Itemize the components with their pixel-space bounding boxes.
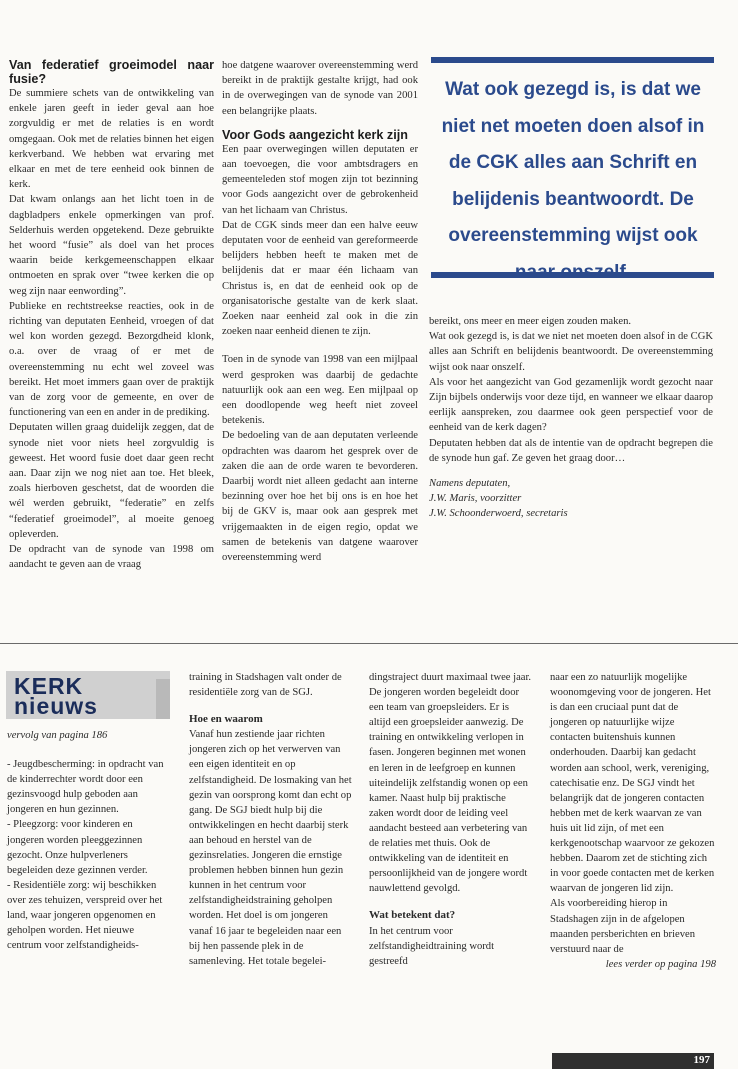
section-divider [0,643,738,644]
paragraph: naar een zo natuurlijk mogelijke woonomgeving voor de jongeren. Het is dan een cruciaal punt dat de jongeren op natuurlijke wijze contacten buitenshuis kunnen onderhouden. Daarbij kan gedacht worden aan school, werk, vereniging, catechisatie enz. De SGJ vindt het belangrijk dat de jongeren contacten hebben met de kerk waarvan ze van huis uit lid zijn, of met een kerkgenootschap waarvoor ze gekozen hebben. Daarom zet de stichting zich in voor goede contacten met de kerken waarvan de jongeren lid zijn. [550,672,715,895]
paragraph: Dat kwam onlangs aan het licht toen in de dagbladpers enkele opmerkingen van prof. Selderhuis werden opgetekend. Deze gebruikte het woord “fusie” als doel van het proces waarin beide kerkgemeenschappen elkaar ontmoeten en sprak over “twee kerken die op weg zijn naar eenwording”. [9,194,214,297]
section-heading: Van federatief groeimodel naar fusie? [9,58,214,86]
logo-shadow [156,679,170,719]
paragraph: Dat de CGK sinds meer dan een halve eeuw deputaten voor de eenheid van gereformeerde belijders hebben heeft te maken met de belijdenis dat er maar één lichaam van Christus is, en dat de eenheid ook op de organisatorische gestalte van de kerk slaat. Zoeken naar eenheid zal ook in die zin zoeken naar eenheid dienen te zijn. [222,219,418,338]
paragraph: dingstraject duurt maximaal twee jaar. De jongeren worden begeleidt door een team van groepsleiders. Er is altijd een groepsleider aanwezig. De training en ontwikkeling verlopen in fasen. Jongeren beginnen met wonen en leren in de leefgroep en kunnen uiteindelijk zelfstandig wonen op een kamer. Naast hulp bij praktische zaken wordt door de leiding veel aandacht besteed aan verbetering van de relaties met thuis. Ook de ontwikkeling van de identiteit en persoonlijkheid van de jongere wordt nauwlettend gevolgd. [369,672,532,895]
quote-rule-bottom [431,272,714,278]
paragraph: Toen in de synode van 1998 van een mijlpaal werd gesproken was daarbij de gedachte natuurlijk ook aan een weg. Een mijlpaal op een doodlopende weg heeft niet zoveel betekenis. [222,354,418,427]
continued-from: vervolg van pagina 186 [7,730,108,741]
paragraph: In het centrum voor zelfstandigheidtraining wordt gestreefd [369,925,495,967]
paragraph: De bedoeling van de aan deputaten verleende opdrachten was daarom het gesprek over de zaken die aan de orde waren te bevorderen. Daarbij wordt niet alleen gedacht aan interne bezinning over hoe het bij ons is en hoe het bij de GKV is, maar ook aan gesprek met vrijgemaakten in de eigen regio, opdat we samen de betekenis van datgene waarover overeenstemming werd [222,430,418,564]
quote-rule-top [431,57,714,63]
subheading: Hoe en waarom [189,713,263,726]
article-column-2 [222,58,418,565]
paragraph: bereikt, ons meer en meer eigen zouden maken. [429,316,632,327]
paragraph: - Residentiële zorg: wij beschikken over zes tehuizen, verspreid over het land, waar jongeren opgenomen en geholpen worden. Het nieuwe centrum voor zelfstandigheids- [7,879,163,952]
article-column-1 [9,58,214,573]
paragraph: - Pleegzorg: voor kinderen en jongeren worden pleeggezinnen gezocht. Onze hulpverleners begeleiden deze gezinnen verder. [7,819,148,876]
section-heading: Voor Gods aangezicht kerk zijn [222,127,408,142]
signature-line: Namens deputaten, [429,478,511,490]
signature-line: J.W. Maris, voorzitter [429,493,522,505]
paragraph: training in Stadshagen valt onder de residentiële zorg van de SGJ. [189,672,342,699]
page-number: 197 [693,1054,710,1066]
paragraph: Als voor het aangezicht van God gezamenlijk wordt gezocht naar Zijn bijbels onderwijs voor deze tijd, en wanneer we elkaar daarop eerlijk aanspreken, zou daarmee ook geen perspectief voor de eenheid van de kerk dagen? [429,376,713,434]
kerknieuws-logo [6,671,170,719]
paragraph: - Jeugdbescherming: in opdracht van de kinderrechter wordt door een gezinsvoogd hulp geboden aan jongeren en hun gezinnen. [7,759,164,816]
paragraph: Deputaten hebben dat als de intentie van de opdracht begrepen die de synode hun gaf. Ze geven het graag door… [429,437,713,464]
paragraph: Deputaten willen graag duidelijk zeggen, dat de synode niet voor niets heel zorgvuldig is geweest. Het woord fusie doet daar geen recht aan. Daar zijn we nog niet aan toe. Het bleek, zoals hierboven geschetst, dat de woorden die wél werden gebruikt, “federatie” en zelfs “federatief groeimodel”, al moeite genoeg opleverden. [9,422,214,540]
paragraph: Publieke en rechtstreekse reacties, ook in de richting van deputaten Eenheid, vroegen of dat wel kon worden gezegd. Bezorgdheid klonk, o.a. over de vraag of er met de overeenstemming nu echt wel zoveel was bereikt. Het moet immers gaan over de praktijk van de zorg voor de gemeente, en over de functionering van een en ander in de prediking. [9,300,214,419]
logo-line-1: KERK [14,673,84,699]
article-column-3 [429,314,713,522]
pull-quote: Wat ook gezegd is, is dat we niet net moeten doen alsof in de CGK alles aan Schrift en belijdenis beantwoordt. De overeenstemming wijst ook [441,79,705,246]
subheading: Wat betekent dat? [369,909,456,922]
signature-line: J.W. Schoonderwoerd, secretaris [429,508,568,520]
paragraph: De summiere schets van de ontwikkeling van enkele jaren geeft in ieder geval aan hoe zorgvuldig er met de relaties is en wordt omgegaan. Ook met de relaties binnen het eigen kerkverband. We hebben wat ervaring met elkaar en met de tere eenheid ook binnen de kerk. [9,88,214,191]
paragraph: De opdracht van de synode van 1998 om aandacht te geven aan de vraag [9,544,214,571]
news-column-3 [369,670,533,969]
paragraph: Als voorbereiding hierop in Stadshagen zijn in de afgelopen maanden persberichten en brieven verstuurd naar de [550,898,696,955]
paragraph: Wat ook gezegd is, is dat we niet net moeten doen alsof in de CGK alles aan Schrift en belijdenis beantwoordt. De overeenstemming wijst ook naar onszelf. [429,331,713,373]
news-column-1 [7,728,171,953]
paragraph: hoe datgene waarover overeenstemming werd bereikt in de praktijk gestalte krijgt, had ook in de overwegingen van de synode van 2001 een belangrijke plaats. [222,60,418,117]
news-column-4 [550,670,716,972]
paragraph: Een paar overwegingen willen deputaten er aan toevoegen, die voor ambtsdragers en gemeenteleden stof mogen zijn tot bezinning voor Gods aangezicht over de gebrokenheid van het lichaam van Christus. [222,143,418,216]
paragraph: Vanaf hun zestiende jaar richten jongeren zich op het verwerven van een eigen identiteit en op zelfstandigheid. De losmaking van het gezin van oorsprong komt dan echt op gang. De SGJ biedt hulp bij die ontwikkelingen en hecht daarbij sterk aan behoud en herstel van de gezinsrelaties. Jongeren die ernstige problemen hebben binnen hun gezin kunnen in het centrum voor zelfstandigheidstraining geholpen worden. Het doel is om jongeren vanaf 16 jaar te begeleiden naar een bij hen passende plek in de samenleving. Het totale begelei- [189,729,352,967]
news-column-2 [189,670,353,969]
logo-line-2: nieuws [14,693,98,719]
page-number-bar [552,1053,714,1069]
continued-to: lees verder op pagina 198 [605,958,716,970]
